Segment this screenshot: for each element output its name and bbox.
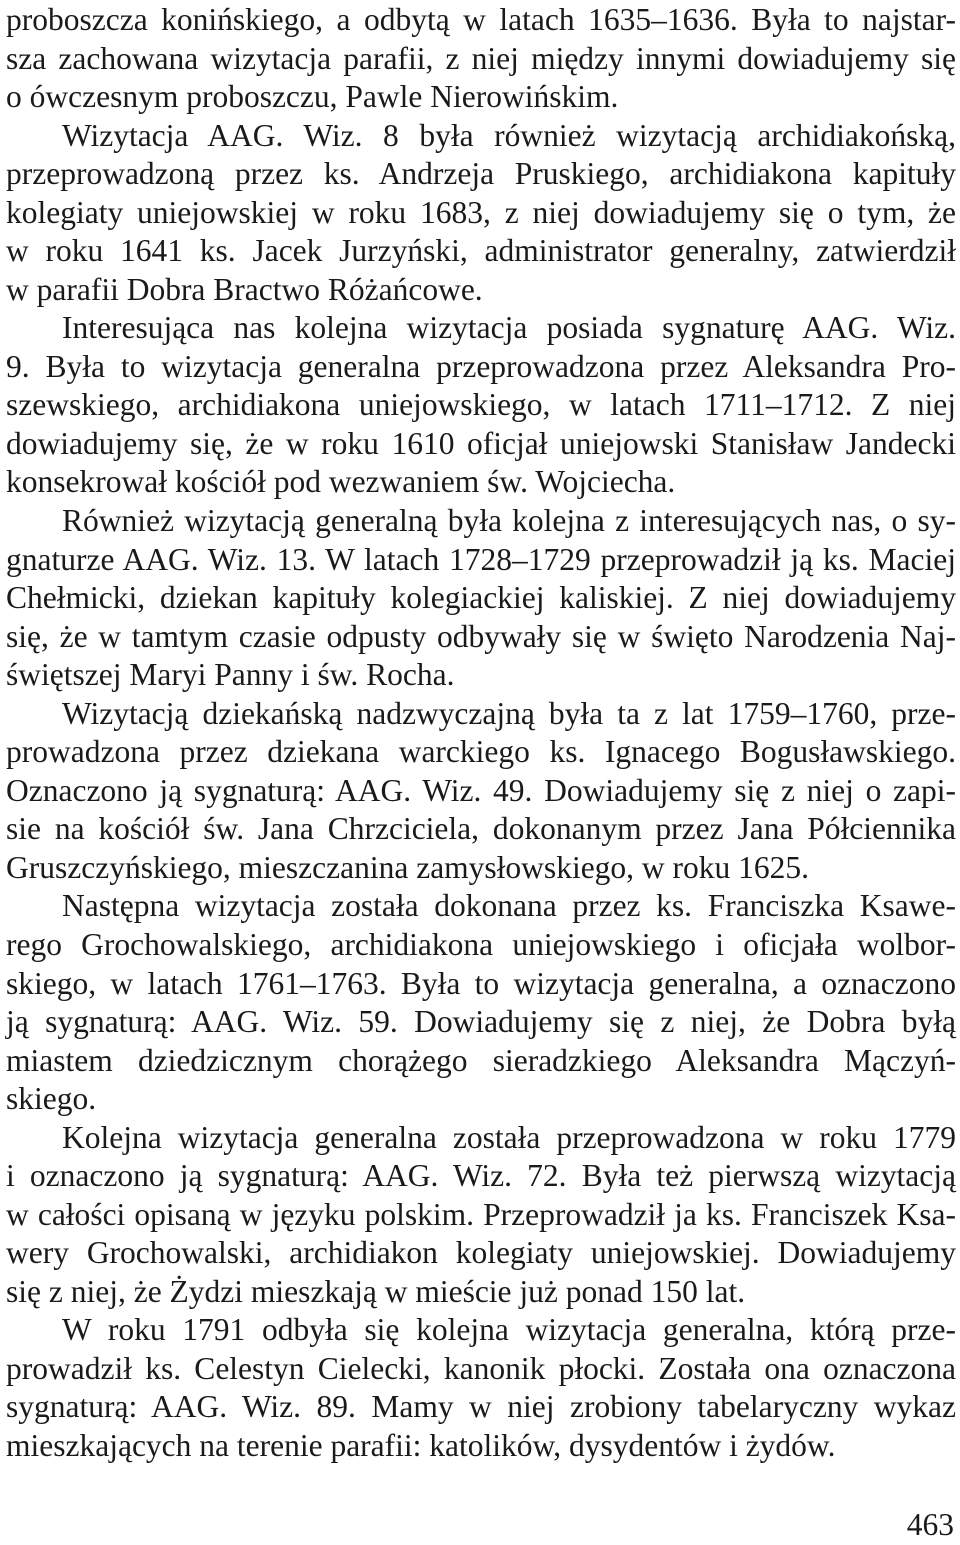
text-line: skiego, w latach 1761–1763. Była to wizytacja generalna, a oznaczono — [6, 966, 956, 1001]
text-line: rego Grochowalskiego, archidiakona uniejowskiego i oficjała wolbor- — [6, 927, 956, 962]
text-line: w roku 1641 ks. Jacek Jurzyński, administrator generalny, zatwierdził — [6, 233, 956, 268]
text-line: dowiadujemy się, że w roku 1610 oficjał uniejowski Stanisław Jandecki — [6, 426, 956, 461]
text-line: kolegiaty uniejowskiej w roku 1683, z niej dowiadujemy się o tym, że — [6, 195, 956, 230]
text-line: sygnaturą: AAG. Wiz. 89. Mamy w niej zrobiony tabelaryczny wykaz — [6, 1389, 956, 1424]
text-line: 9. Była to wizytacja generalna przeprowadzona przez Aleksandra Pro- — [6, 349, 956, 384]
text-line: i oznaczono ją sygnaturą: AAG. Wiz. 72. Była też pierwszą wizytacją — [6, 1158, 956, 1193]
text-line: się z niej, że Żydzi mieszkają w mieście już ponad 150 lat. — [6, 1274, 746, 1309]
text-line: mieszkających na terenie parafii: katolików, dysydentów i żydów. — [6, 1428, 836, 1463]
text-line: Chełmicki, dziekan kapituły kolegiackiej kaliskiej. Z niej dowiadujemy — [6, 580, 956, 615]
text-line: się, że w tamtym czasie odpusty odbywały się w święto Narodzenia Naj- — [6, 619, 956, 654]
text-line: proboszcza konińskiego, a odbytą w latach 1635–1636. Była to najstar- — [6, 2, 956, 37]
text-line: Również wizytacją generalną była kolejna z interesujących nas, o sy- — [62, 503, 956, 538]
text-line: sie na kościół św. Jana Chrzciciela, dokonanym przez Jana Półciennika — [6, 811, 956, 846]
text-line: szewskiego, archidiakona uniejowskiego, w latach 1711–1712. Z niej — [6, 387, 956, 422]
text-line: przeprowadzoną przez ks. Andrzeja Pruskiego, archidiakona kapituły — [6, 156, 956, 191]
text-line: prowadził ks. Celestyn Cielecki, kanonik płocki. Została ona oznaczona — [6, 1351, 956, 1386]
text-line: w całości opisaną w języku polskim. Przeprowadził ja ks. Franciszek Ksa- — [6, 1197, 956, 1232]
text-line: miastem dziedzicznym chorążego sieradzkiego Aleksandra Mączyń- — [6, 1043, 956, 1078]
text-line: świętszej Maryi Panny i św. Rocha. — [6, 657, 455, 692]
text-line: o ówczesnym proboszczu, Pawle Nierowińskim. — [6, 79, 619, 114]
text-line: Gruszczyńskiego, mieszczanina zamysłowskiego, w roku 1625. — [6, 850, 810, 885]
text-line: w parafii Dobra Bractwo Różańcowe. — [6, 272, 483, 307]
text-line: W roku 1791 odbyła się kolejna wizytacja generalna, którą prze- — [62, 1312, 956, 1347]
page-number: 463 — [906, 1507, 954, 1542]
text-line: sza zachowana wizytacja parafii, z niej między innymi dowiadujemy się — [6, 41, 956, 76]
text-line: Oznaczono ją sygnaturą: AAG. Wiz. 49. Dowiadujemy się z niej o zapi- — [6, 773, 956, 808]
text-line: Następna wizytacja została dokonana przez ks. Franciszka Ksawe- — [62, 888, 956, 923]
text-line: ją sygnaturą: AAG. Wiz. 59. Dowiadujemy się z niej, że Dobra byłą — [6, 1004, 956, 1039]
text-line: Wizytacja AAG. Wiz. 8 była również wizytacją archidiakońską, — [62, 118, 956, 153]
text-line: prowadzona przez dziekana warckiego ks. Ignacego Bogusławskiego. — [6, 734, 956, 769]
text-line: Wizytacją dziekańską nadzwyczajną była ta z lat 1759–1760, prze- — [62, 696, 956, 731]
text-line: wery Grochowalski, archidiakon kolegiaty uniejowskiej. Dowiadujemy — [6, 1235, 956, 1270]
text-line: Kolejna wizytacja generalna została przeprowadzona w roku 1779 — [62, 1120, 956, 1155]
text-line: konsekrował kościół pod wezwaniem św. Wojciecha. — [6, 464, 676, 499]
text-line: Interesująca nas kolejna wizytacja posiada sygnaturę AAG. Wiz. — [62, 310, 956, 345]
text-line: gnaturze AAG. Wiz. 13. W latach 1728–1729 przeprowadził ją ks. Maciej — [6, 542, 956, 577]
text-line: skiego. — [6, 1081, 97, 1116]
